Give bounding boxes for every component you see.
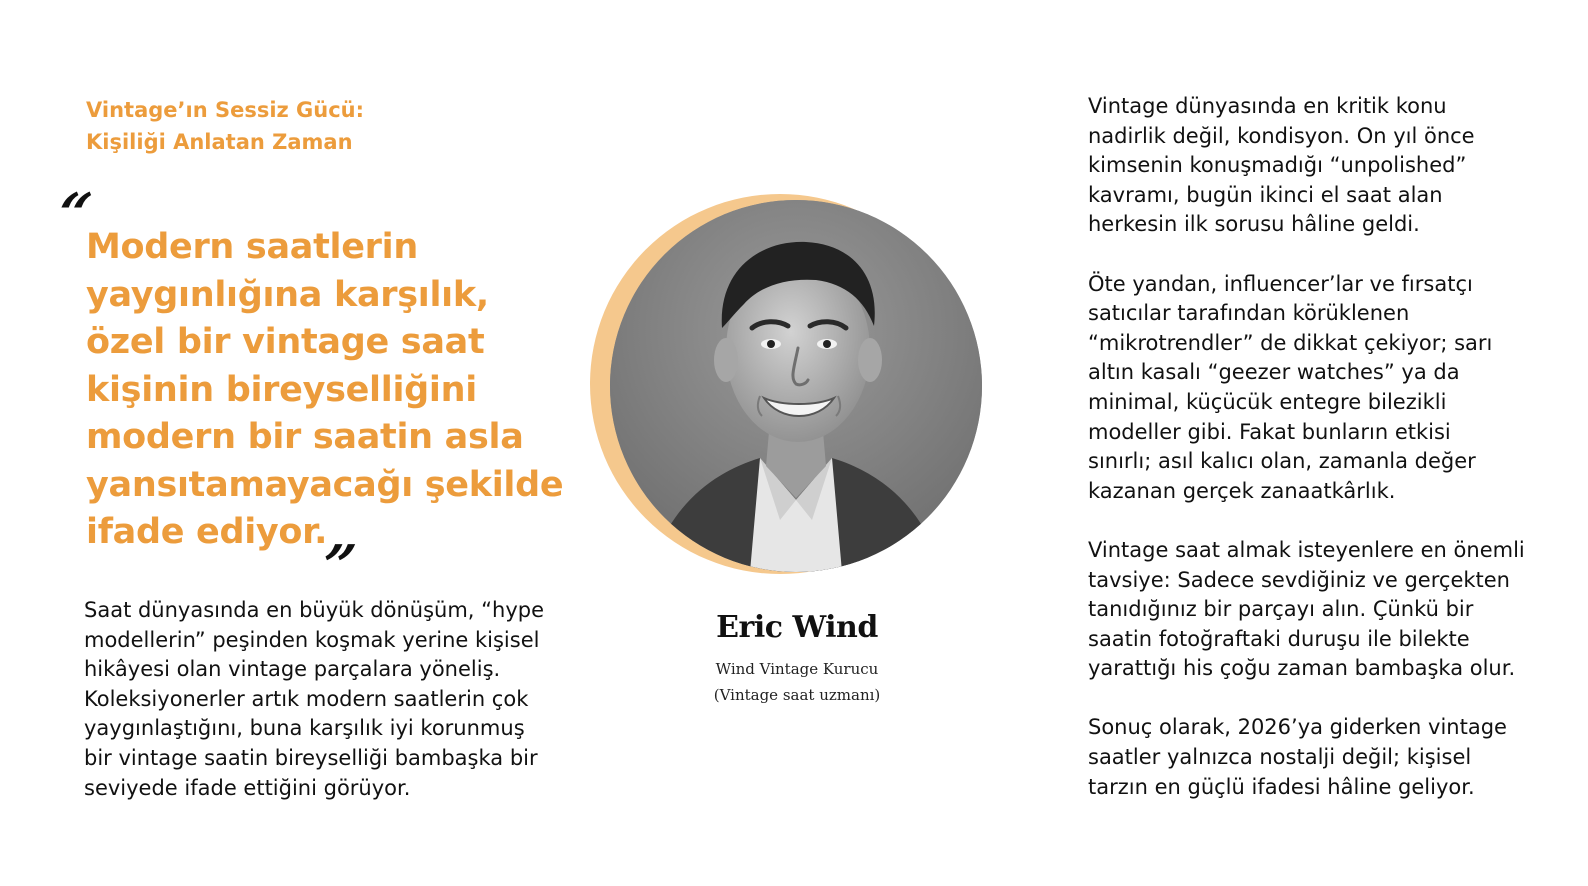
open-quote-mark: “: [52, 181, 97, 247]
paragraph-line: Koleksiyonerler artık modern saatlerin çok: [84, 686, 529, 711]
paragraph-line: modeller gibi. Fakat bunların etkisi: [1088, 419, 1451, 444]
paragraph-line: tanıdığınız bir parçayı alın. Çünkü bir: [1088, 597, 1474, 622]
paragraph-line: Vintage dünyasında en kritik konu: [1088, 94, 1447, 118]
portrait-photo: [610, 200, 982, 572]
person-photo-illustration: [610, 200, 982, 572]
person-role-line-2: (Vintage saat uzmanı): [713, 686, 881, 704]
person-role-line-1: Wind Vintage Kurucu: [715, 660, 879, 678]
paragraph-line: hikâyesi olan vintage parçalara yöneliş.: [84, 657, 501, 682]
paragraph-line: “mikrotrendler” de dikkat çekiyor; sarı: [1088, 330, 1493, 355]
paragraph-line: Saat dünyasında en büyük dönüşüm, “hype: [84, 598, 545, 622]
pull-quote: [86, 224, 564, 557]
person-name: Eric Wind: [716, 610, 878, 645]
pull-quote-line: yansıtamayacağı şekilde: [86, 464, 564, 505]
intro-paragraph: [84, 596, 564, 803]
paragraph-line: Öte yandan, influencer’lar ve fırsatçı: [1088, 271, 1473, 296]
paragraph-line: sınırlı; asıl kalıcı olan, zamanla değer: [1088, 449, 1476, 474]
paragraph-line: yaygınlaştığını, buna karşılık iyi korunmuş: [84, 716, 525, 741]
right-column-text: [1088, 92, 1558, 832]
paragraph-line: satıcılar tarafından körüklenen: [1088, 301, 1410, 326]
paragraph-line: bir vintage saatin bireyselliği bambaşka bir: [84, 745, 538, 770]
paragraph-line: minimal, küçücük entegre bilezikli: [1088, 389, 1447, 414]
paragraph-line: nadirlik değil, kondisyon. On yıl önce: [1088, 123, 1475, 148]
paragraph-microtrends: [1088, 270, 1558, 507]
person-role: [640, 656, 954, 708]
portrait: [590, 194, 990, 584]
kicker-line-2: Kişiliği Anlatan Zaman: [86, 130, 353, 154]
paragraph-line: Vintage saat almak isteyenlere en önemli: [1088, 537, 1525, 562]
pull-quote-line: kişinin bireyselliğini: [86, 369, 477, 410]
pull-quote-line: ifade ediyor.: [86, 512, 328, 552]
close-quote-mark: ”: [316, 533, 361, 599]
paragraph-line: kazanan gerçek zanaatkârlık.: [1088, 478, 1396, 503]
paragraph-line: yarattığı his çoğu zaman bambaşka olur.: [1088, 656, 1516, 681]
kicker-line-1: Vintage’ın Sessiz Gücü:: [86, 98, 365, 122]
pull-quote-line: özel bir vintage saat: [86, 322, 485, 362]
paragraph-line: Sonuç olarak, 2026’ya giderken vintage: [1088, 715, 1507, 740]
paragraph-line: tarzın en güçlü ifadesi hâline geliyor.: [1088, 774, 1475, 799]
section-kicker: [86, 94, 466, 158]
paragraph-line: kavramı, bugün ikinci el saat alan: [1088, 182, 1443, 207]
pull-quote-line: modern bir saatin asla: [86, 417, 524, 457]
paragraph-line: tavsiye: Sadece sevdiğiniz ve gerçekten: [1088, 567, 1510, 592]
paragraph-line: saatin fotoğraftaki duruşu ile bilekte: [1088, 626, 1470, 651]
paragraph-advice: [1088, 536, 1558, 684]
pull-quote-line: yaygınlığına karşılık,: [86, 274, 489, 315]
paragraph-line: seviyede ifade ettiğini görüyor.: [84, 775, 411, 800]
paragraph-condition: [1088, 92, 1558, 240]
pull-quote-line: Modern saatlerin: [86, 227, 418, 267]
paragraph-line: modellerin” peşinden koşmak yerine kişisel: [84, 627, 540, 652]
paragraph-line: kimsenin konuşmadığı “unpolished”: [1088, 153, 1467, 178]
paragraph-conclusion: [1088, 713, 1558, 802]
paragraph-line: saatler yalnızca nostalji değil; kişisel: [1088, 745, 1472, 770]
paragraph-line: herkesin ilk sorusu hâline geldi.: [1088, 212, 1420, 237]
paragraph-line: altın kasalı “geezer watches” ya da: [1088, 360, 1460, 385]
